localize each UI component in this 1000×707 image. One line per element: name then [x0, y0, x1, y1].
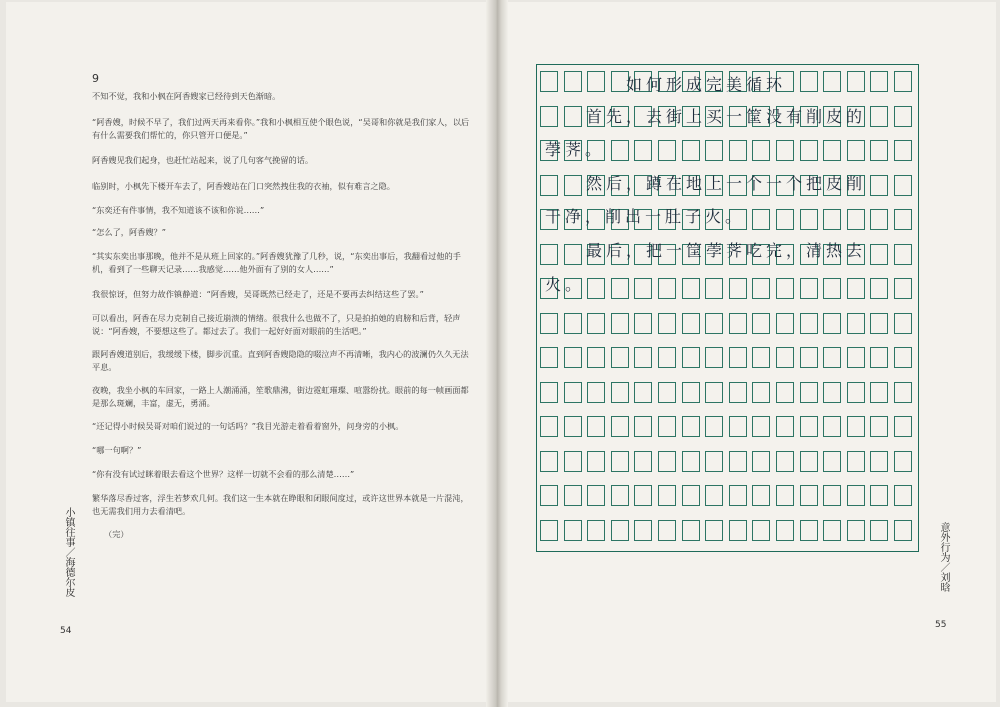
- grid-cell: [587, 416, 605, 437]
- grid-cell: [611, 416, 629, 437]
- grid-cell: [823, 416, 841, 437]
- grid-cell: [564, 416, 582, 437]
- grid-cell: [752, 416, 770, 437]
- grid-cell: [587, 451, 605, 472]
- grid-cell: [729, 278, 747, 299]
- grid-cell: [564, 313, 582, 334]
- grid-cell: [823, 451, 841, 472]
- grid-cell: [682, 485, 700, 506]
- grid-cell: [800, 71, 818, 92]
- grid-cell: [894, 416, 912, 437]
- grid-cell: [634, 485, 652, 506]
- grid-cell: [776, 140, 794, 161]
- paragraph: “怎么了，阿香嫂？”: [92, 227, 166, 237]
- grid-cell: [894, 347, 912, 368]
- grid-cell: [564, 451, 582, 472]
- grid-cell: [870, 244, 888, 265]
- grid-cell: [729, 140, 747, 161]
- grid-cell: [847, 451, 865, 472]
- paragraph: “你有没有试过眯着眼去看这个世界？这样一切就不会看的那么清楚……”: [92, 469, 355, 479]
- grid-cell: [658, 347, 676, 368]
- grid-cell: [823, 278, 841, 299]
- grid-cell: [658, 451, 676, 472]
- grid-cell: [776, 451, 794, 472]
- grid-cell: [870, 71, 888, 92]
- grid-cell: [776, 485, 794, 506]
- grid-cell: [587, 485, 605, 506]
- grid-cell: [705, 140, 723, 161]
- grid-cell: [894, 451, 912, 472]
- grid-cell: [870, 451, 888, 472]
- grid-cell: [705, 278, 723, 299]
- grid-cell: [634, 278, 652, 299]
- grid-cell: [540, 382, 558, 403]
- grid-cell: [611, 347, 629, 368]
- paragraph: 跟阿香嫂道别后，我缓缓下楼，脚步沉重。直到阿香嫂隐隐的啜泣声不再清晰，我内心的波澜仍久久无法平息。: [92, 349, 469, 372]
- grid-cell: [658, 382, 676, 403]
- grid-cell: [823, 209, 841, 230]
- paragraph: 不知不觉，我和小枫在阿香嫂家已经待到天色渐暗。: [92, 91, 281, 101]
- grid-cell: [540, 313, 558, 334]
- grid-cell: [870, 347, 888, 368]
- grid-cell: [776, 416, 794, 437]
- grid-cell: [870, 313, 888, 334]
- grid-row: [537, 514, 917, 547]
- grid-cell: [847, 485, 865, 506]
- grid-cell: [564, 244, 582, 265]
- grid-cell: [752, 278, 770, 299]
- handwritten-line: 荸荠。: [545, 140, 606, 159]
- grid-cell: [540, 71, 558, 92]
- grid-cell: [634, 520, 652, 541]
- paragraph: “东奕还有件事情，我不知道该不该和你说……”: [92, 205, 265, 215]
- grid-cell: [752, 520, 770, 541]
- grid-cell: [823, 313, 841, 334]
- grid-cell: [870, 278, 888, 299]
- grid-cell: [564, 106, 582, 127]
- grid-cell: [705, 313, 723, 334]
- grid-cell: [800, 140, 818, 161]
- grid-cell: [776, 209, 794, 230]
- grid-cell: [729, 485, 747, 506]
- grid-cell: [823, 485, 841, 506]
- book-gutter: [486, 0, 508, 707]
- handwritten-line: 最后，把一筐荸荠吃完，清热去: [586, 241, 867, 260]
- grid-cell: [870, 382, 888, 403]
- paragraph: 繁华落尽香过客，浮生若梦欢几何。我们这一生本就在睁眼和闭眼间度过，或许这世界本就是一片混沌，也无需我们用力去看清吧。: [92, 493, 469, 516]
- grid-cell: [658, 520, 676, 541]
- left-page-number: 54: [60, 626, 72, 636]
- paragraph: “哪一句啊？”: [92, 445, 142, 455]
- grid-cell: [800, 313, 818, 334]
- grid-row: [537, 445, 917, 478]
- grid-cell: [587, 382, 605, 403]
- grid-cell: [823, 71, 841, 92]
- grid-cell: [611, 451, 629, 472]
- grid-cell: [634, 347, 652, 368]
- grid-cell: [611, 278, 629, 299]
- grid-cell: [800, 278, 818, 299]
- grid-cell: [682, 278, 700, 299]
- grid-cell: [611, 140, 629, 161]
- paragraph: “其实东奕出事那晚，他并不是从班上回家的。”阿香嫂犹豫了几秒，说，“东奕出事后，我翻看过他的手机，看到了一些聊天记录……我感觉……他外面有了别的女人……”: [92, 251, 461, 274]
- grid-row: [537, 410, 917, 443]
- grid-cell: [847, 520, 865, 541]
- paragraph: 可以看出，阿香在尽力克制自己接近崩溃的情绪。很我什么也做不了，只是拍拍她的肩膀和后背，轻声说：“阿香嫂，不要想这些了。都过去了。我们一起好好面对眼前的生活吧。”: [92, 313, 461, 336]
- grid-cell: [776, 313, 794, 334]
- grid-cell: [776, 520, 794, 541]
- grid-cell: [752, 209, 770, 230]
- grid-cell: [564, 71, 582, 92]
- grid-cell: [682, 382, 700, 403]
- grid-cell: [800, 382, 818, 403]
- handwritten-line: 然后，蹲在地上一个一个把皮削: [586, 174, 867, 193]
- paragraph: 我很惊讶，但努力故作镇静道：“阿香嫂，吴哥既然已经走了，还是不要再去纠结这些了罢。”: [92, 289, 424, 299]
- grid-cell: [752, 140, 770, 161]
- grid-cell: [658, 278, 676, 299]
- grid-cell: [587, 347, 605, 368]
- grid-cell: [870, 106, 888, 127]
- grid-cell: [870, 520, 888, 541]
- grid-cell: [823, 382, 841, 403]
- chapter-number: 9: [92, 72, 99, 85]
- paragraph: 临别时，小枫先下楼开车去了，阿香嫂站在门口突然拽住我的衣袖，似有难言之隐。: [92, 181, 395, 191]
- grid-cell: [847, 416, 865, 437]
- grid-cell: [564, 485, 582, 506]
- right-side-title: 意外行为／刘晗: [938, 522, 949, 592]
- grid-cell: [800, 416, 818, 437]
- grid-cell: [682, 140, 700, 161]
- grid-cell: [823, 520, 841, 541]
- grid-cell: [705, 520, 723, 541]
- grid-cell: [634, 451, 652, 472]
- grid-cell: [611, 382, 629, 403]
- grid-cell: [611, 485, 629, 506]
- grid-cell: [564, 382, 582, 403]
- grid-cell: [752, 313, 770, 334]
- grid-cell: [894, 485, 912, 506]
- grid-row: [537, 376, 917, 409]
- paragraph: “还记得小时候吴哥对咱们说过的一句话吗？”我目光游走着看着窗外，问身旁的小枫。: [92, 421, 404, 431]
- grid-cell: [587, 313, 605, 334]
- grid-cell: [564, 347, 582, 368]
- grid-cell: [870, 485, 888, 506]
- grid-row: [537, 479, 917, 512]
- grid-cell: [540, 244, 558, 265]
- grid-cell: [800, 347, 818, 368]
- grid-cell: [682, 520, 700, 541]
- grid-cell: [752, 451, 770, 472]
- paragraph: “阿香嫂，时候不早了，我们过两天再来看你。”我和小枫相互使个眼色说，“吴哥和你就是我们家人，以后有什么需要我们帮忙的，你只管开口便是。”: [92, 117, 470, 140]
- grid-cell: [847, 71, 865, 92]
- grid-cell: [587, 278, 605, 299]
- grid-cell: [847, 209, 865, 230]
- grid-cell: [540, 451, 558, 472]
- grid-cell: [847, 382, 865, 403]
- grid-row: [537, 341, 917, 374]
- grid-cell: [894, 140, 912, 161]
- grid-cell: [847, 347, 865, 368]
- grid-cell: [894, 175, 912, 196]
- grid-cell: [894, 71, 912, 92]
- grid-row: [537, 307, 917, 340]
- grid-cell: [564, 520, 582, 541]
- grid-cell: [587, 520, 605, 541]
- grid-cell: [776, 347, 794, 368]
- handwritten-line: 火。: [545, 275, 586, 294]
- paragraph: 夜晚，我坐小枫的车回家，一路上人潮涌涌，笙歌鼎沸，街边霓虹璀璨、喧嚣纷扰。眼前的每一帧画面都是那么斑斓，丰富，虚无，勇涌。: [92, 385, 469, 408]
- end-mark: （完）: [104, 529, 129, 539]
- grid-cell: [870, 140, 888, 161]
- grid-cell: [776, 382, 794, 403]
- grid-cell: [564, 175, 582, 196]
- grid-cell: [894, 520, 912, 541]
- grid-cell: [729, 416, 747, 437]
- grid-cell: [682, 451, 700, 472]
- grid-cell: [776, 278, 794, 299]
- paragraph: 阿香嫂见我们起身，也赶忙站起来，说了几句客气挽留的话。: [92, 155, 314, 165]
- grid-cell: [729, 520, 747, 541]
- grid-cell: [705, 485, 723, 506]
- grid-cell: [729, 347, 747, 368]
- grid-cell: [705, 416, 723, 437]
- grid-cell: [729, 313, 747, 334]
- grid-cell: [705, 347, 723, 368]
- grid-cell: [894, 209, 912, 230]
- grid-cell: [611, 520, 629, 541]
- grid-cell: [729, 451, 747, 472]
- grid-cell: [658, 313, 676, 334]
- handwritten-line: 首先，去街上买一筐没有削皮的: [586, 107, 867, 126]
- grid-cell: [847, 140, 865, 161]
- right-page-number: 55: [935, 620, 947, 630]
- grid-cell: [870, 209, 888, 230]
- grid-cell: [847, 278, 865, 299]
- grid-cell: [658, 140, 676, 161]
- grid-cell: [634, 313, 652, 334]
- grid-cell: [634, 382, 652, 403]
- grid-cell: [894, 313, 912, 334]
- grid-cell: [705, 451, 723, 472]
- grid-cell: [800, 485, 818, 506]
- grid-cell: [658, 416, 676, 437]
- grid-cell: [894, 244, 912, 265]
- grid-cell: [634, 416, 652, 437]
- grid-cell: [540, 175, 558, 196]
- grid-cell: [705, 382, 723, 403]
- grid-cell: [894, 382, 912, 403]
- grid-cell: [752, 485, 770, 506]
- grid-cell: [540, 416, 558, 437]
- grid-cell: [611, 313, 629, 334]
- handwritten-line: 干净，削出一肚子火。: [545, 207, 746, 226]
- left-side-title: 小镇往事／海德尔皮: [63, 507, 74, 597]
- grid-cell: [587, 71, 605, 92]
- grid-cell: [634, 140, 652, 161]
- grid-cell: [682, 416, 700, 437]
- grid-cell: [870, 416, 888, 437]
- grid-cell: [682, 313, 700, 334]
- grid-cell: [540, 520, 558, 541]
- grid-cell: [800, 209, 818, 230]
- grid-cell: [540, 485, 558, 506]
- grid-cell: [823, 140, 841, 161]
- grid-cell: [800, 520, 818, 541]
- grid-cell: [800, 451, 818, 472]
- grid-cell: [540, 347, 558, 368]
- grid-cell: [870, 175, 888, 196]
- grid-cell: [752, 347, 770, 368]
- handwritten-title: 如何形成完美循环: [626, 75, 787, 94]
- grid-cell: [540, 106, 558, 127]
- grid-cell: [894, 278, 912, 299]
- grid-cell: [847, 313, 865, 334]
- grid-cell: [658, 485, 676, 506]
- grid-cell: [823, 347, 841, 368]
- grid-row: [537, 272, 917, 305]
- grid-cell: [682, 347, 700, 368]
- grid-cell: [729, 382, 747, 403]
- grid-cell: [752, 382, 770, 403]
- grid-cell: [894, 106, 912, 127]
